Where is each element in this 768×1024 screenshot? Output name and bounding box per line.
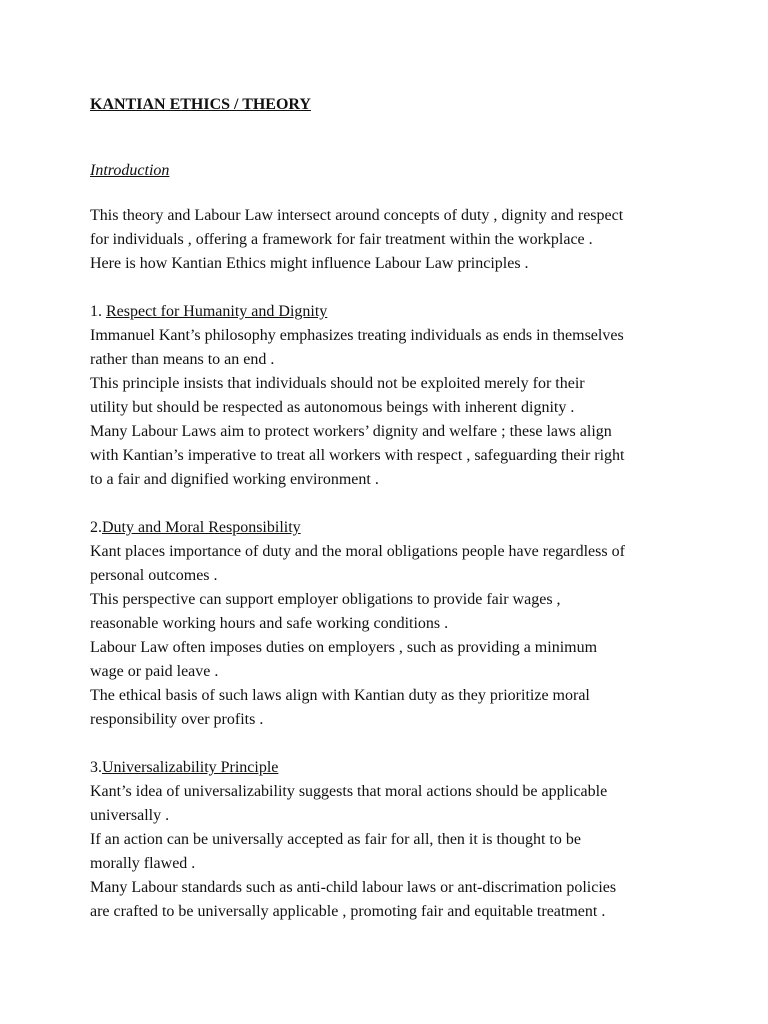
paragraph-line: morally flawed . xyxy=(90,855,196,872)
section-paragraph xyxy=(90,540,690,732)
section-number: 3. xyxy=(90,759,102,776)
paragraph-line: universally . xyxy=(90,807,170,824)
section-number: 2. xyxy=(90,519,102,536)
paragraph-line: Kant’s idea of universalizability suggests that moral actions should be applicable xyxy=(90,783,608,800)
paragraph-line: to a fair and dignified working environment . xyxy=(90,471,379,488)
section-duty-and-moral-responsibility xyxy=(90,516,690,732)
paragraph-line: reasonable working hours and safe working conditions . xyxy=(90,615,449,632)
paragraph-line: with Kantian’s imperative to treat all workers with respect , safeguarding their right xyxy=(90,447,625,464)
paragraph-line: Many Labour Laws aim to protect workers’ dignity and welfare ; these laws align xyxy=(90,423,612,440)
paragraph-line: This principle insists that individuals should not be exploited merely for their xyxy=(90,375,585,392)
paragraph-line: wage or paid leave . xyxy=(90,663,219,680)
introduction-paragraph xyxy=(90,204,690,276)
paragraph-line: personal outcomes . xyxy=(90,567,218,584)
section-title: Duty and Moral Responsibility xyxy=(102,519,301,536)
document-page xyxy=(90,94,690,924)
section-number: 1. xyxy=(90,303,106,320)
paragraph-line: Labour Law often imposes duties on employers , such as providing a minimum xyxy=(90,639,598,656)
paragraph-line: Kant places importance of duty and the moral obligations people have regardless of xyxy=(90,543,625,560)
paragraph-line: The ethical basis of such laws align with Kantian duty as they prioritize moral xyxy=(90,687,590,704)
section-paragraph xyxy=(90,324,690,492)
introduction-heading: Introduction xyxy=(90,162,170,179)
paragraph-line: rather than means to an end . xyxy=(90,351,275,368)
paragraph-line: responsibility over profits . xyxy=(90,711,264,728)
section-respect-for-humanity xyxy=(90,300,690,492)
paragraph-line: utility but should be respected as autonomous beings with inherent dignity . xyxy=(90,399,575,416)
section-heading xyxy=(90,300,690,324)
document-title: KANTIAN ETHICS / THEORY xyxy=(90,96,311,113)
paragraph-line: Immanuel Kant’s philosophy emphasizes treating individuals as ends in themselves xyxy=(90,327,624,344)
section-paragraph xyxy=(90,780,690,924)
paragraph-line: This theory and Labour Law intersect around concepts of duty , dignity and respect xyxy=(90,207,624,224)
paragraph-line: This perspective can support employer obligations to provide fair wages , xyxy=(90,591,561,608)
paragraph-line: Many Labour standards such as anti-child labour laws or ant-discrimation policies xyxy=(90,879,617,896)
paragraph-line: Here is how Kantian Ethics might influence Labour Law principles . xyxy=(90,255,529,272)
paragraph-line: If an action can be universally accepted as fair for all, then it is thought to be xyxy=(90,831,581,848)
paragraph-line: are crafted to be universally applicable , promoting fair and equitable treatment . xyxy=(90,903,606,920)
section-title: Respect for Humanity and Dignity xyxy=(106,303,328,320)
section-heading xyxy=(90,756,690,780)
paragraph-line: for individuals , offering a framework for fair treatment within the workplace . xyxy=(90,231,593,248)
section-title: Universalizability Principle xyxy=(102,759,279,776)
section-heading xyxy=(90,516,690,540)
section-universalizability-principle xyxy=(90,756,690,924)
